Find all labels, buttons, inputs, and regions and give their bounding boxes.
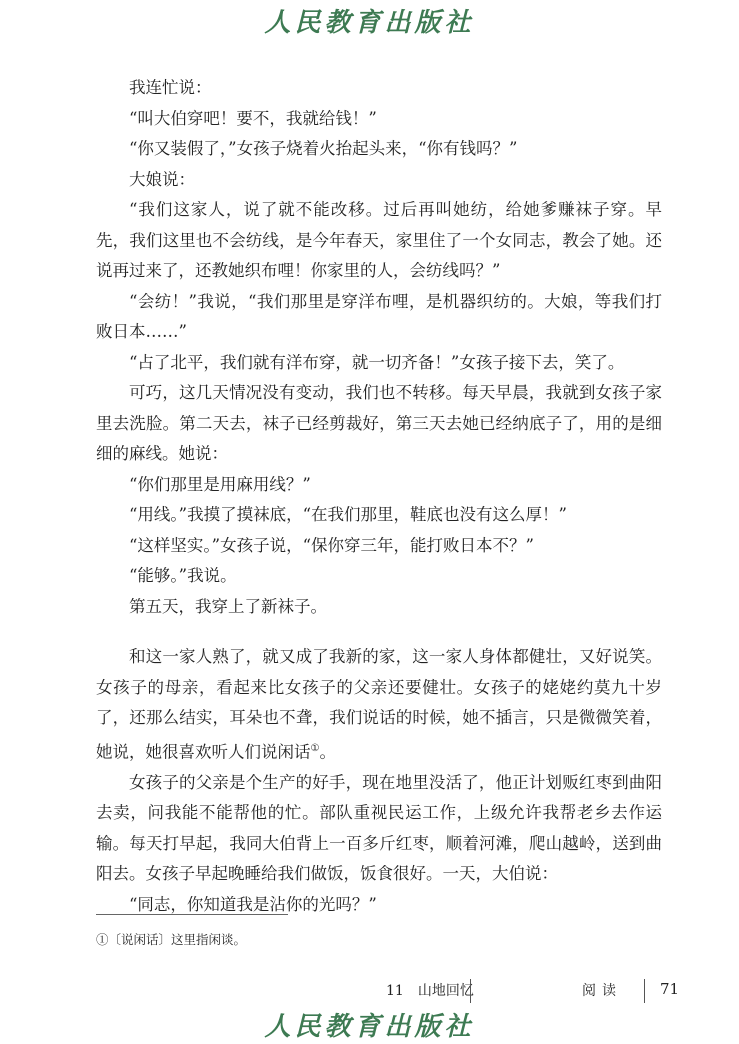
paragraph: “你们那里是用麻用线？” [129, 474, 311, 494]
publisher-logo-bottom: 人民教育出版社 [264, 1012, 475, 1042]
paragraph: “用线。”我摸了摸袜底，“在我们那里，鞋底也没有这么厚！” [129, 505, 567, 524]
footnote: ①〔说闲话〕这里指闲谈。 [96, 932, 247, 947]
paragraph: “会纺！”我说，“我们那里是穿洋布哩，是机器织纺的。大娘，等我们打败日本……” [96, 291, 662, 341]
paragraph: “能够。”我说。 [129, 566, 237, 585]
paragraph: 第五天，我穿上了新袜子。 [129, 596, 327, 616]
paragraph: “我们这家人，说了就不能改移。过后再叫她纺，给她爹赚袜子穿。早先，我们这里也不会纺线，是今年春天，家里住了一个女同志，教会了她。还说再过来了，还教她织布哩！你家里的人，会纺线吗？” [96, 200, 662, 280]
paragraph [96, 642, 662, 768]
footer-divider [644, 979, 645, 1003]
paragraph: 大娘说： [129, 169, 195, 189]
paragraph: 我连忙说： [129, 78, 212, 97]
publisher-logo-top: 人民教育出版社 [264, 8, 475, 38]
paragraph: 女孩子的父亲是个生产的好手，现在地里没活了，他正计划贩红枣到曲阳去卖，问我能不能帮他的忙。部队重视民运工作，上级允许我帮老乡去作运输。每天打早起，我同大伯背上一百多斤红枣，顺着河滩，爬山越岭，送到曲阳去。女孩子早起晚睡给我们做饭，饭食很好。一天，大伯说： [96, 772, 662, 883]
paragraph: “这样坚实。”女孩子说，“保你穿三年，能打败日本不？” [129, 535, 534, 555]
paragraph: “叫大伯穿吧！要不，我就给钱！” [129, 108, 377, 128]
footnote-divider [96, 914, 288, 915]
footnote-marker[interactable]: ① [310, 742, 320, 754]
footer-section-label: 阅读 [582, 983, 622, 999]
main-text-top [96, 73, 662, 622]
page-number: 71 [660, 980, 680, 998]
footer-lesson-title: 11 山地回忆 [386, 983, 474, 999]
paragraph: “同志，你知道我是沾你的光吗？” [129, 894, 377, 914]
main-text-bottom [96, 642, 662, 920]
paragraph-end: 。 [319, 742, 336, 761]
paragraph-text: 和这一家人熟了，就又成了我新的家，这一家人身体都健壮，又好说笑。女孩子的母亲，看起来比女孩子的父亲还要健壮。女孩子的姥姥约莫九十岁了，还那么结实，耳朵也不聋，我们说话的时候，她不插言，只是微微笑着，她说，她很喜欢听人们说闲话 [96, 647, 662, 761]
footer-divider [470, 979, 471, 1003]
paragraph: “占了北平，我们就有洋布穿，就一切齐备！”女孩子接下去，笑了。 [129, 352, 625, 372]
paragraph: 可巧，这几天情况没有变动，我们也不转移。每天早晨，我就到女孩子家里去洗脸。第二天去，袜子已经剪裁好，第三天去她已经纳底子了，用的是细细的麻线。她说： [96, 383, 662, 463]
paragraph: “你又装假了，”女孩子烧着火抬起头来，“你有钱吗？” [129, 139, 518, 158]
